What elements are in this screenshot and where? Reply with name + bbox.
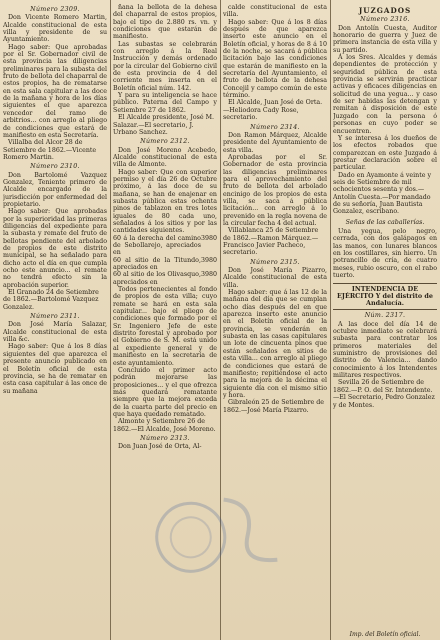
notice-paragraph: Concluido el primer acto podrán mejorarse las proposiciones... y el que ofrezca más quedará rematante siempre que la mejora exceda de la cuarta parte del precio en que haya quedado rematado.: [113, 366, 217, 418]
notice-paragraph: Aprobadas por el Sr. Gobernador de esta provincia las diligencias preliminares para el aprovechamiento del fruto de bellota del arbolado encinigo de los propios de esta villa, se saca á pública licitación... con arreglo á lo prevenido en la regla novena de la circular fecha 4 del actual.: [223, 153, 327, 227]
section-heading: INTENDENCIA DE EJÉRCITO Y del distrito de Andalucía.: [333, 283, 437, 310]
notice-paragraph: Hago saber: Que aprobadas por la superioridad las primeras diligencias del expediente para la subasta y remate del fruto de bellotas pendiente del arbolado de propios de este distrito municipal, se ha señalado para dicho acto el día en que cumpla ocho este anuncio... el remate no tendrá efecto sin la aprobación superior.: [3, 208, 107, 289]
notice-paragraph: Todos pertenecientes al fondo de propios de esta villa; cuyo remate se hará en esta sala capitular... bajo el pliego de condiciones que formado por el Sr. Ingeniero Jefe de este distrito forestal y aprobado por el Gobierno de S. M. está unido al expediente general y de manifiesto en la secretaría de este ayuntamiento.: [113, 286, 217, 367]
column-divider: [330, 0, 331, 640]
price-label: 60 al sitio de la Titundo, apreciados en: [113, 256, 201, 272]
column-3: [223, 4, 327, 636]
notice-signature: Villalba del Alcor 28 de Setiembre de 1862.—Vicente Romero Martin.: [3, 139, 97, 161]
notice-number: Número 2312.: [140, 138, 190, 146]
notice-paragraph: Don José María Pizarro, Alcalde constitucional de esta villa.: [223, 267, 327, 289]
notice-paragraph: Don Juan José de Orta, Al-: [118, 443, 202, 451]
subsection-heading: Señas de las caballerías.: [345, 218, 425, 226]
notice-signature: El Alcalde, Juan José de Orta.—Heliodora Cady Rose, secretario.: [223, 99, 323, 122]
notice-number: Número 2313.: [140, 434, 190, 442]
column-divider: [110, 0, 111, 640]
notice-signature: Villablanca 25 de Setiembre de 1862.—Ramon Márquez.—Francisco Javier Pacheco, secretario.: [223, 227, 319, 257]
notice-paragraph: Don Bartolomé Vazquez Gonzalez, Teniente primero de Alcalde encargado de la jurisdicción por enfermedad del propietario.: [3, 171, 107, 208]
notice-paragraph: Á los Sres. Alcaldes y demás dependientes de protección y seguridad pública de esta provincia se servirán practicar activas y eficaces diligencias en solicitud de una yegua... y caso de ser habidas las detengan y remitan á disposición de este Juzgado con la persona ó personas en cuyo poder se encuentren.: [333, 54, 437, 135]
price-value: 3980: [200, 256, 217, 264]
printer-imprint: Imp. del Boletín oficial.: [349, 631, 421, 638]
notice-paragraph: Hago saber: que á las 12 de la mañana del día que se cumplan ocho días después del en que aparezca inserto este anuncio en el Boletín oficial de la provincia, se venderán en subasta en las casas capitulares un lote de cincuenta pinos que están señalados en sitios de esta villa... con arreglo al pliego de condiciones que estará de manifiesto; repitiéndose el acto para la mejora de la décima el siguiente día con el mismo sitio y hora.: [223, 289, 327, 399]
price-value: 3980: [200, 234, 217, 242]
section-heading: JUZGADOS: [358, 6, 412, 15]
notice-signature: El Granado 24 de Setiembre de 1862.—Bartolomé Vazquez Gonzalez.: [3, 289, 99, 311]
notice-paragraph: ñana la bellota de la dehesa del chaparral de estos propios, bajo el tipo de 2.880 rs. vn. y condiciones que estarán de manifiesto.: [113, 4, 217, 41]
price-label: 60 á la derecha del camino de Sebollarejo, apreciados en: [113, 234, 201, 257]
column-4: [333, 4, 437, 636]
notice-paragraph: A las doce del día 14 de octubre inmediato se celebrará subasta para contratar los primeros materiales del suministro de provisiones del distrito de Valencia... dando conocimiento á los Intendentes militares respectivos.: [333, 320, 437, 380]
price-row: [113, 271, 217, 286]
notice-number: Número 2310.: [30, 163, 80, 171]
notice-paragraph: Don Ramon Márquez, Alcalde presidente del Ayuntamiento de esta villa.: [223, 131, 327, 154]
notice-number: Núm. 2317.: [364, 312, 406, 320]
notice-signature: Almonte y Setiembre 26 de 1862.—El Alcalde, José Moreno.: [113, 418, 216, 433]
column-1: [3, 4, 107, 636]
notice-signature: Gibraleón 25 de Setiembre de 1862.—José María Pizarro.: [223, 399, 325, 414]
notice-number: Número 2314.: [250, 123, 300, 131]
notice-paragraph: Y para su inteligencia se hace público. Paterna del Campo y Setiembre 27 de 1862.: [113, 92, 217, 114]
price-row: [113, 235, 217, 257]
notice-signature: Dado en Ayamonte á veinte y seis de Setiembre de mil ochocientos sesenta y dos.—Antolín Cuesta.—Por mandado de su señoría, Juan Bautista Gonzalez, escribano.: [333, 171, 432, 216]
notice-paragraph: calde constitucional de esta villa.: [223, 4, 327, 19]
notice-paragraph: Don Vicente Romero Martin, Alcalde constitucional de esta villa y presidente de su Ayuntamiento.: [3, 14, 107, 44]
price-value: 3980: [200, 271, 217, 279]
notice-signature: Sevilla 26 de Setiembre de 1862.—P. O. del Sr. Intendente.—El Secretario, Pedro Gonzalez y de Montes.: [333, 379, 435, 409]
notice-paragraph: Hago saber: Que aprobadas por el Sr. Gobernador civil de esta provincia las diligencias preliminares para la subasta del fruto de bellota del chaparral de estos propios, ha de rematarse en esta sala capitular a las doce de la mañana y hora de los días siguientes el que aparezca vencedor del ramo de arbitrios... con arreglo al pliego de condiciones que estará de manifiesto en esta Secretaría.: [3, 43, 107, 139]
column-divider: [220, 0, 221, 640]
notice-paragraph: Y se interesa á los dueños de los efectos robados que comparezcan en este Juzgado á prestar declaración sobre el particular.: [333, 134, 437, 172]
notice-paragraph: Don Antolín Cuesta, Auditor honorario de guerra y Juez de primera instancia de esta villa y su partido.: [333, 24, 437, 54]
notice-number: Número 2309.: [30, 6, 80, 13]
notice-number: Número 2311.: [30, 313, 80, 321]
price-row: [113, 257, 217, 272]
notice-number: Número 2316.: [360, 16, 410, 24]
notice-paragraph: Una yegua, pelo negro, cerrada, con dos galápagos en las manos, con lunares blancos en los costillares, sin hierro. Un potrancillo de cría, de cuatro meses, rubio oscuro, con el rabo tuerto.: [333, 227, 437, 280]
price-label: 60 al sitio de los Olivasquo, apreciados en: [113, 271, 201, 286]
notice-signature: El Alcalde presidente, José M. Salazar.—El secretario, J. Urbano Sanchez.: [113, 114, 215, 136]
notice-paragraph: Hago saber: Que á los 8 días siguientes del que aparezca el presente anuncio publicado en el Boletín oficial de esta provincia, se ha de rematar en esta casa capitular á las once de su mañana: [3, 343, 107, 395]
notice-paragraph: Hago saber: Que á los 8 días después de que aparezca inserto este anuncio en el Boletín oficial, y horas de 8 á 10 de la noche, se sacará á pública licitación bajo las condiciones que estarán de manifiesto en la secretaría del Ayuntamiento, el fruto de bellota de la dehesa Concejil y campo común de este término.: [223, 18, 327, 100]
column-2: [113, 4, 217, 636]
notice-paragraph: Don José María Salazar, Alcalde constitucional de esta villa &c.: [3, 321, 107, 344]
notice-paragraph: Don José Moreno Acebedo, Alcalde constitucional de esta villa de Almonte.: [113, 146, 217, 169]
notice-number: Número 2315.: [250, 258, 300, 266]
notice-paragraph: Las subastas se celebrarán con arreglo á la Real Instrucción y demás ordenado por la circular del Gobierno civil de esta provincia de 4 del corriente mes inserta en el Boletín oficial núm. 142.: [113, 40, 217, 92]
notice-paragraph: Hago saber: Que con superior permiso y el día 26 de Octubre próximo, á las doce de su mañana, se han de enajenar en subasta pública estas ochenta pinos de tablazon en tres lotes iguales de 80 cada uno, señalados á los sitios y por las cantidades siguientes.: [113, 168, 217, 235]
